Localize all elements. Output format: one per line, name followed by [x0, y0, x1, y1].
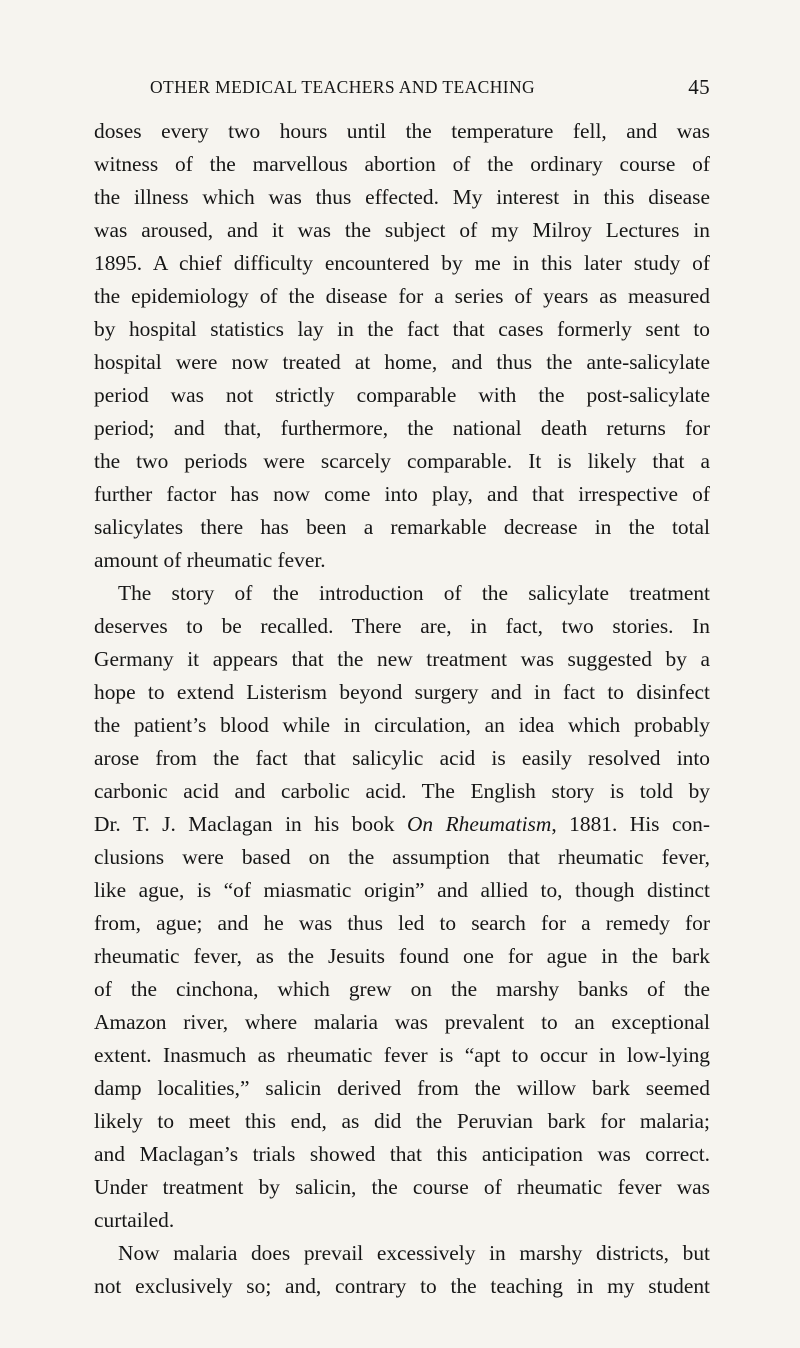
page-number: 45: [688, 75, 710, 99]
text-line: arose from the fact that salicylic acid is easily resolved into: [94, 746, 710, 770]
body-text: [94, 115, 710, 1303]
text-line: Under treatment by salicin, the course of rheumatic fever was: [94, 1175, 710, 1199]
running-head: [150, 77, 710, 105]
text-line: further factor has now come into play, and that irrespective of: [94, 482, 710, 506]
text-line: witness of the marvellous abortion of the ordinary course of: [94, 152, 710, 176]
text-line: not exclusively so; and, contrary to the teaching in my student: [94, 1274, 710, 1298]
text-line: the two periods were scarcely comparable. It is likely that a: [94, 449, 710, 473]
text-segment: , 1881. His con-: [551, 812, 710, 836]
text-line: Amazon river, where malaria was prevalent to an exceptional: [94, 1010, 710, 1034]
text-line: the illness which was thus effected. My interest in this disease: [94, 185, 710, 209]
text-segment: Dr. T. J. Maclagan in his book: [94, 812, 407, 836]
text-line: deserves to be recalled. There are, in fact, two stories. In: [94, 614, 710, 638]
text-line: doses every two hours until the temperature fell, and was: [94, 119, 710, 143]
book-title: On Rheumatism: [406, 812, 552, 836]
text-line: damp localities,” salicin derived from the willow bark seemed: [94, 1076, 710, 1100]
text-line: likely to meet this end, as did the Peruvian bark for malaria;: [94, 1109, 710, 1133]
text-line: extent. Inasmuch as rheumatic fever is “apt to occur in low-lying: [94, 1043, 710, 1067]
text-line: hope to extend Listerism beyond surgery and in fact to disinfect: [94, 680, 710, 704]
text-line: 1895. A chief difficulty encountered by me in this later study of: [94, 251, 710, 275]
text-line: like ague, is “of miasmatic origin” and allied to, though distinct: [94, 878, 710, 902]
running-title: OTHER MEDICAL TEACHERS AND TEACHING: [150, 77, 536, 97]
text-line: by hospital statistics lay in the fact that cases formerly sent to: [94, 317, 710, 341]
text-line: the patient’s blood while in circulation, an idea which probably: [94, 713, 710, 737]
text-line: period; and that, furthermore, the national death returns for: [94, 416, 710, 440]
text-line: hospital were now treated at home, and thus the ante-salicylate: [94, 350, 710, 374]
text-line: rheumatic fever, as the Jesuits found one for ague in the bark: [94, 944, 710, 968]
paragraph-last-line: amount of rheumatic fever.: [94, 548, 326, 572]
text-line-with-book-title: [94, 808, 710, 841]
paragraph-last-line: curtailed.: [94, 1208, 175, 1232]
text-line: Germany it appears that the new treatment was suggested by a: [94, 647, 710, 671]
paragraph-first-line: Now malaria does prevail excessively in marshy districts, but: [118, 1241, 710, 1265]
text-line: salicylates there has been a remarkable decrease in the total: [94, 515, 710, 539]
text-line: clusions were based on the assumption that rheumatic fever,: [94, 845, 710, 869]
text-line: and Maclagan’s trials showed that this anticipation was correct.: [94, 1142, 710, 1166]
text-line: was aroused, and it was the subject of my Milroy Lectures in: [94, 218, 710, 242]
text-line: the epidemiology of the disease for a series of years as measured: [94, 284, 710, 308]
text-line: of the cinchona, which grew on the marshy banks of the: [94, 977, 710, 1001]
text-line: carbonic acid and carbolic acid. The English story is told by: [94, 779, 710, 803]
text-line: from, ague; and he was thus led to search for a remedy for: [94, 911, 710, 935]
text-line: period was not strictly comparable with the post-salicylate: [94, 383, 710, 407]
paragraph-first-line: The story of the introduction of the salicylate treatment: [118, 581, 710, 605]
